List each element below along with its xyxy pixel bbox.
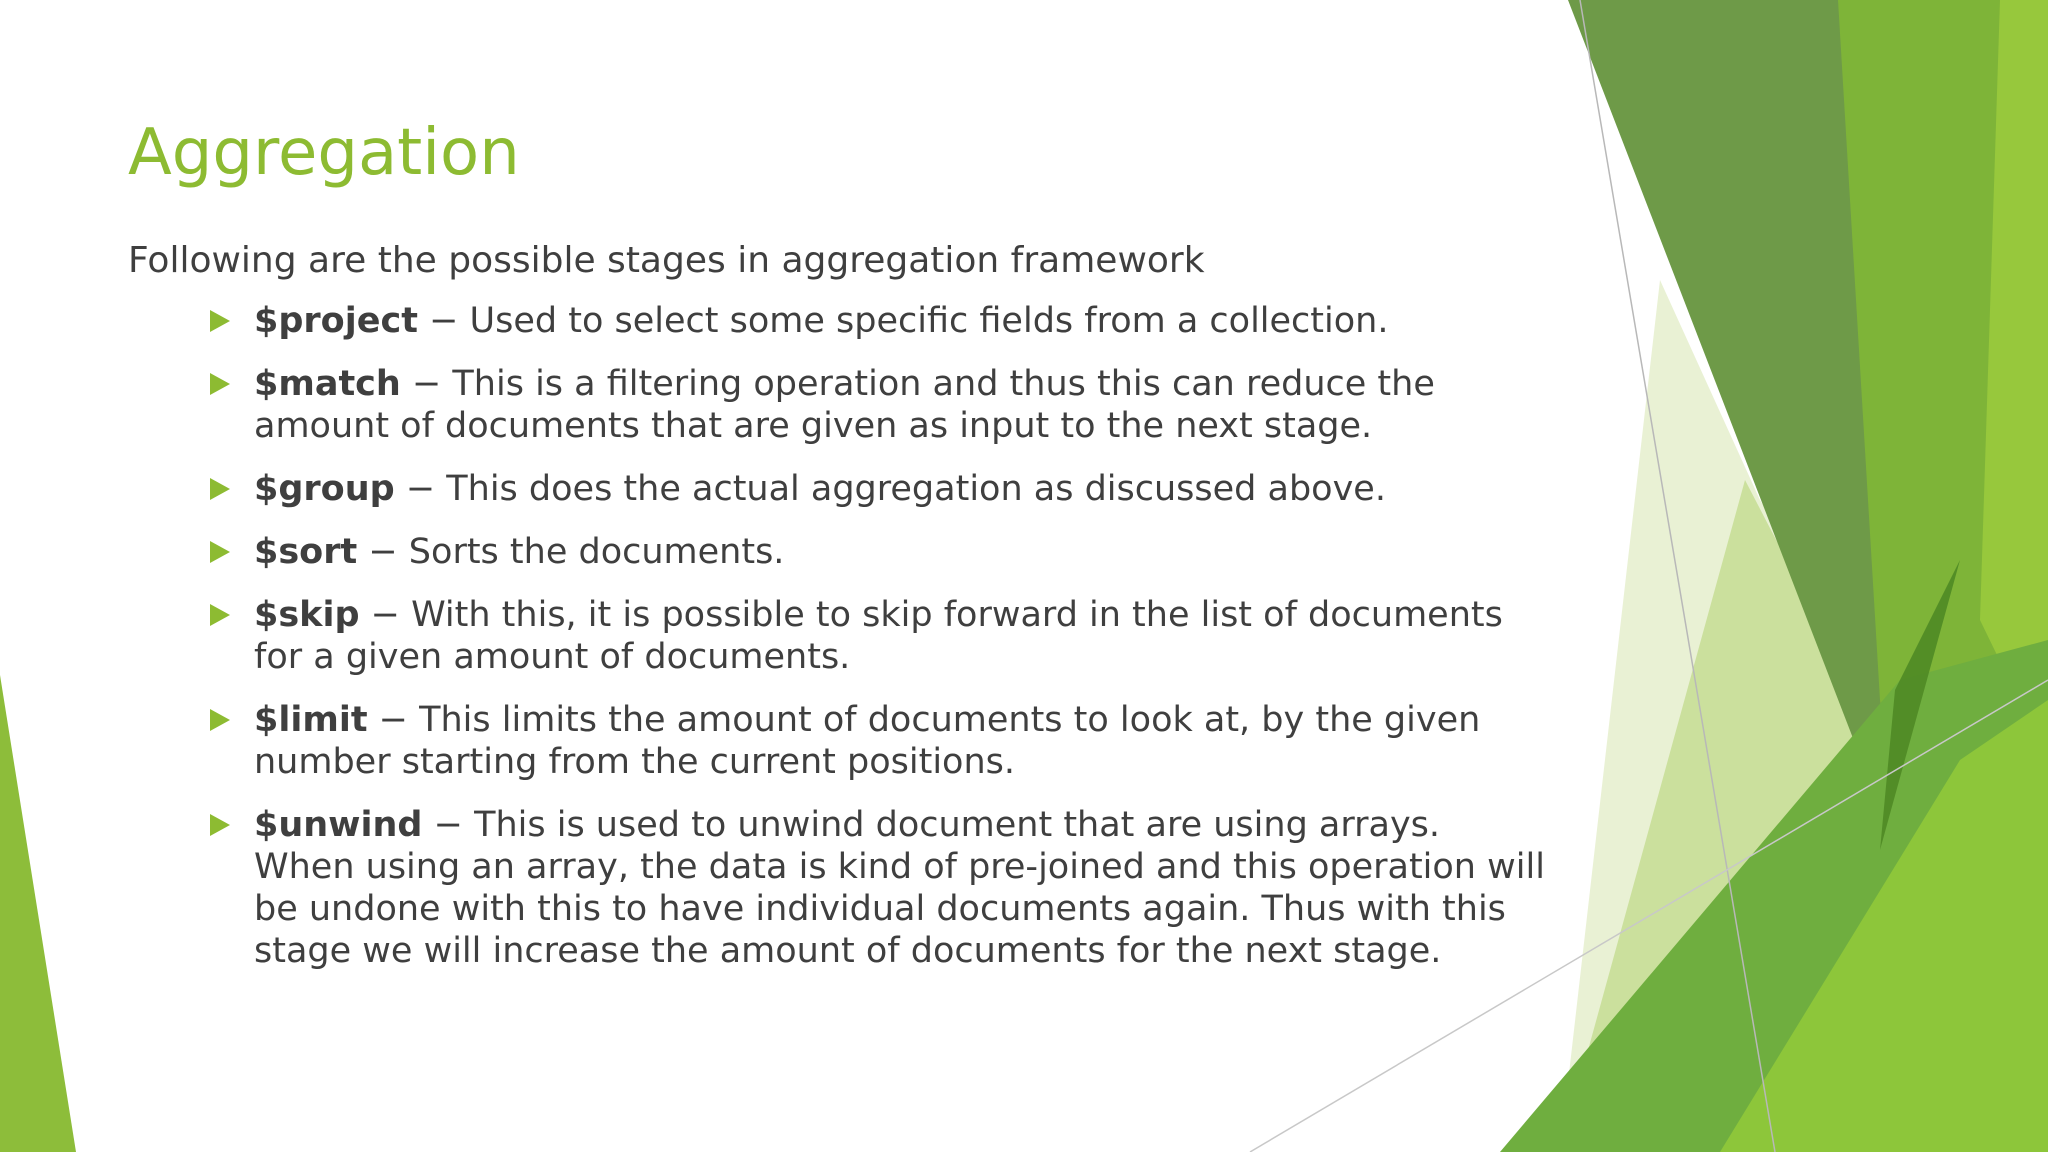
deco-left-sliver (0, 675, 76, 1152)
stage-item-skip (206, 594, 1546, 678)
triangle-right-icon (210, 814, 230, 836)
stage-description: − This limits the amount of documents to look at, by the given number starting from the current positions. (254, 700, 1481, 782)
triangle-right-icon (210, 310, 230, 332)
stage-description: − This is used to unwind document that are using arrays. When using an array, the data is kind of pre-joined and this operation will be undone with this to have individual documents again. Thus with this stage we will increase the amount of documents for the next stage. (254, 805, 1545, 971)
stage-item-group (206, 468, 1546, 510)
stage-name: $project (254, 301, 418, 341)
stage-description: − Used to select some specific fields from a collection. (417, 301, 1389, 341)
stage-item-unwind (206, 804, 1546, 972)
stage-description: − This does the actual aggregation as discussed above. (394, 469, 1386, 509)
triangle-right-icon (210, 604, 230, 626)
triangle-right-icon (210, 541, 230, 563)
stage-description: − Sorts the documents. (357, 532, 785, 572)
stage-description: − This is a filtering operation and thus this can reduce the amount of documents that are given as input to the next stage. (254, 364, 1435, 446)
stage-item-project (206, 300, 1546, 342)
stage-list (206, 300, 1546, 993)
stage-name: $limit (254, 700, 368, 740)
stage-name: $match (254, 364, 401, 404)
stage-name: $unwind (254, 805, 423, 845)
stage-item-limit (206, 699, 1546, 783)
slide-title: Aggregation (128, 116, 520, 190)
triangle-right-icon (210, 373, 230, 395)
stage-name: $sort (254, 532, 358, 572)
stage-description: − With this, it is possible to skip forward in the list of documents for a given amount of documents. (254, 595, 1503, 677)
stage-name: $group (254, 469, 395, 509)
intro-text: Following are the possible stages in aggregation framework (128, 240, 1205, 281)
triangle-right-icon (210, 478, 230, 500)
stage-item-match (206, 363, 1546, 447)
stage-item-sort (206, 531, 1546, 573)
triangle-right-icon (210, 709, 230, 731)
stage-name: $skip (254, 595, 360, 635)
